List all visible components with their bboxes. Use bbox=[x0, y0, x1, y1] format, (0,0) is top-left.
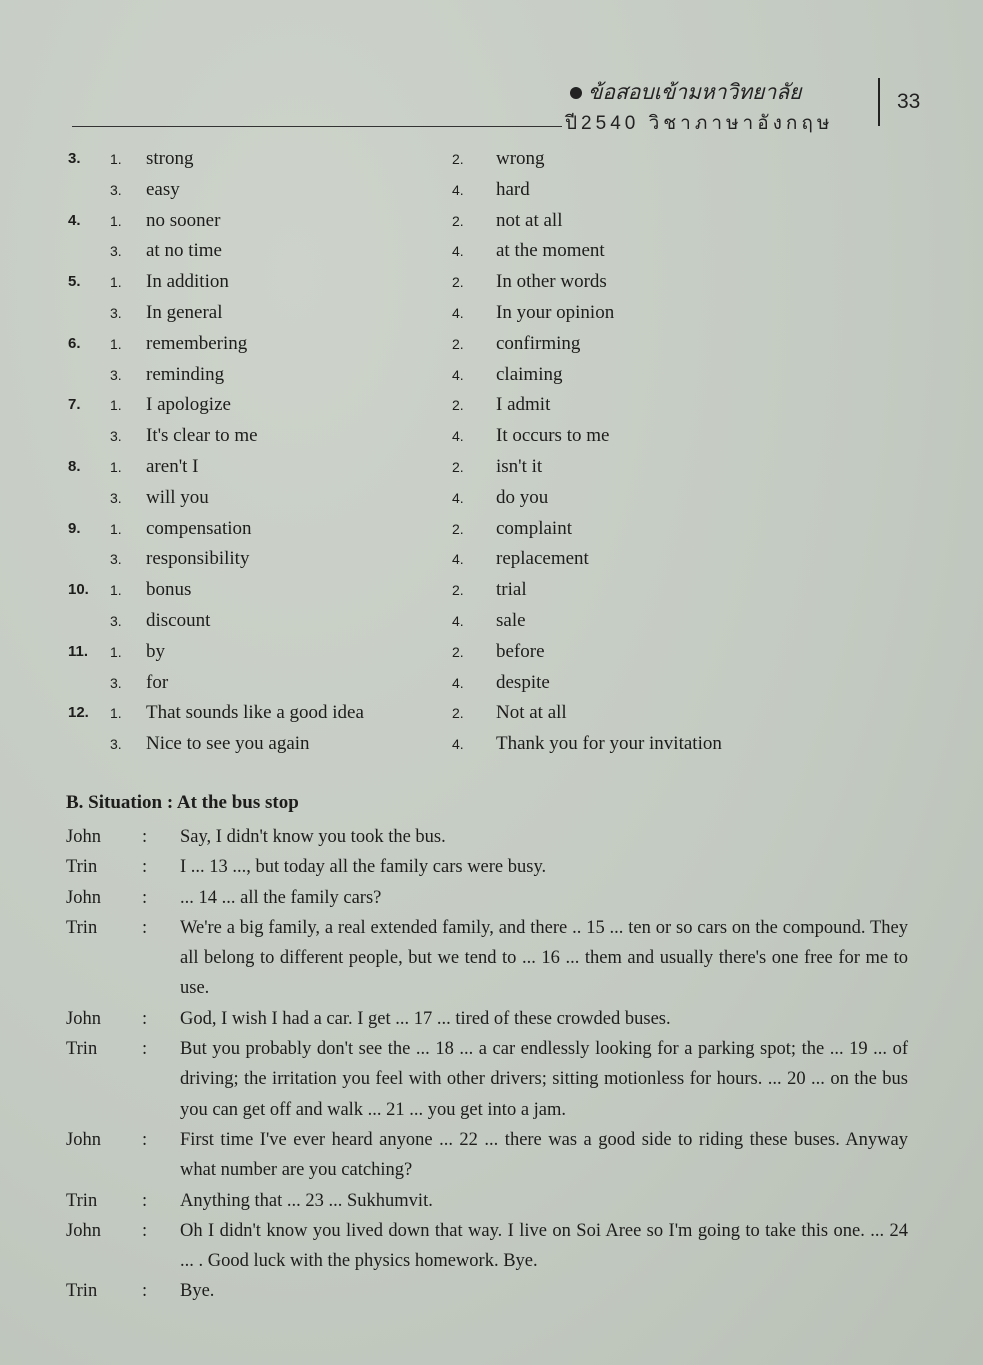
bullet-icon bbox=[570, 87, 582, 99]
option-number: 3. bbox=[110, 736, 122, 753]
option-text: confirming bbox=[496, 332, 581, 354]
dialogue-line bbox=[0, 822, 983, 852]
question-number: 6. bbox=[68, 334, 81, 352]
speech-text: ... 14 ... all the family cars? bbox=[180, 887, 382, 908]
option-number: 1. bbox=[110, 335, 122, 352]
option-text: complaint bbox=[496, 517, 572, 539]
option-number: 3. bbox=[110, 181, 122, 198]
dialogue-line bbox=[0, 1004, 983, 1034]
option-number: 3. bbox=[110, 304, 122, 321]
option-text: In general bbox=[146, 301, 223, 323]
option-text: bonus bbox=[146, 579, 192, 601]
dialogue-line bbox=[0, 1034, 983, 1125]
question-number: 11. bbox=[68, 642, 89, 660]
option-text: It's clear to me bbox=[146, 425, 258, 447]
question-option-row bbox=[0, 670, 983, 701]
option-number: 1. bbox=[110, 397, 122, 414]
option-number: 2. bbox=[452, 397, 464, 414]
question-option-row bbox=[0, 608, 983, 639]
option-text: That sounds like a good idea bbox=[146, 702, 364, 724]
option-text: remembering bbox=[146, 332, 248, 354]
question-number: 4. bbox=[68, 211, 81, 229]
option-number: 3. bbox=[110, 428, 122, 445]
speaker-name: Trin bbox=[66, 1281, 98, 1302]
option-text: despite bbox=[496, 671, 550, 693]
header-title bbox=[570, 76, 801, 109]
option-number: 3. bbox=[110, 489, 122, 506]
speaker-name: John bbox=[66, 1008, 101, 1029]
option-number: 1. bbox=[110, 274, 122, 291]
speech-text: God, I wish I had a car. I get ... 17 ... tired of these crowded buses. bbox=[180, 1008, 671, 1029]
option-number: 1. bbox=[110, 582, 122, 599]
speaker-colon: : bbox=[142, 857, 148, 878]
option-text: trial bbox=[496, 579, 527, 601]
option-number: 3. bbox=[110, 243, 122, 260]
speech-text: I ... 13 ..., but today all the family cars were busy. bbox=[180, 857, 547, 878]
option-text: sale bbox=[496, 609, 526, 631]
speech-text: Anything that ... 23 ... Sukhumvit. bbox=[180, 1190, 433, 1211]
option-text: wrong bbox=[496, 148, 545, 169]
question-option-row bbox=[0, 577, 983, 608]
dialogue-line bbox=[0, 1125, 983, 1186]
option-number: 4. bbox=[452, 304, 464, 321]
speaker-colon: : bbox=[142, 917, 148, 938]
question-option-row bbox=[0, 362, 983, 393]
speaker-colon: : bbox=[142, 827, 148, 847]
option-text: I apologize bbox=[146, 394, 231, 416]
dialogue-line bbox=[0, 1186, 983, 1216]
header-title-text: ข้อสอบเข้ามหาวิทยาลัย bbox=[588, 81, 802, 104]
option-text: not at all bbox=[496, 209, 563, 231]
option-number: 3. bbox=[110, 551, 122, 568]
question-option-row bbox=[0, 423, 983, 454]
speaker-name: Trin bbox=[66, 917, 98, 938]
question-number: 3. bbox=[68, 150, 81, 167]
option-text: In addition bbox=[146, 271, 229, 293]
option-text: before bbox=[496, 640, 545, 662]
option-text: It occurs to me bbox=[496, 425, 610, 447]
option-text: easy bbox=[146, 178, 180, 200]
option-text: replacement bbox=[496, 548, 589, 570]
option-number: 2. bbox=[452, 335, 464, 352]
question-option-row bbox=[0, 700, 983, 731]
option-number: 4. bbox=[452, 181, 464, 198]
speaker-colon: : bbox=[142, 1129, 148, 1150]
dialogue-line bbox=[0, 913, 983, 1004]
dialogue-line bbox=[0, 883, 983, 913]
question-option-row bbox=[0, 300, 983, 331]
speaker-colon: : bbox=[142, 1281, 148, 1302]
question-option-row bbox=[0, 146, 983, 177]
question-option-row bbox=[0, 731, 983, 762]
dialogue-line bbox=[0, 1276, 983, 1306]
question-number: 7. bbox=[68, 396, 81, 414]
option-number: 2. bbox=[452, 520, 464, 537]
header-subtitle: ปี2540 วิชาภาษาอังกฤษ bbox=[565, 113, 834, 134]
option-number: 2. bbox=[452, 274, 464, 291]
option-number: 4. bbox=[452, 551, 464, 568]
option-number: 2. bbox=[452, 212, 464, 229]
header-vertical-divider bbox=[878, 78, 880, 126]
option-text: In other words bbox=[496, 271, 607, 293]
question-option-row bbox=[0, 208, 983, 239]
speech-text: Oh I didn't know you lived down that way. I live on Soi Aree so I'm going to take this one. ... 24 ... . Good luck with the physics homework. Bye. bbox=[180, 1220, 908, 1272]
option-number: 4. bbox=[452, 428, 464, 445]
option-number: 4. bbox=[452, 366, 464, 383]
option-text: reminding bbox=[146, 363, 225, 385]
option-text: discount bbox=[146, 609, 211, 631]
option-number: 2. bbox=[452, 151, 464, 167]
dialogue-line bbox=[0, 1216, 983, 1277]
option-text: will you bbox=[146, 486, 209, 508]
option-number: 2. bbox=[452, 705, 464, 722]
option-number: 1. bbox=[110, 151, 122, 167]
speaker-colon: : bbox=[142, 1039, 148, 1060]
speaker-name: John bbox=[66, 827, 101, 847]
option-text: Thank you for your invitation bbox=[496, 733, 722, 755]
option-text: by bbox=[146, 640, 165, 662]
question-number: 5. bbox=[68, 273, 81, 291]
question-option-row bbox=[0, 454, 983, 485]
page-number: 33 bbox=[897, 90, 921, 113]
option-number: 3. bbox=[110, 674, 122, 691]
question-number: 10. bbox=[68, 581, 89, 599]
option-number: 3. bbox=[110, 612, 122, 629]
option-number: 1. bbox=[110, 212, 122, 229]
speaker-colon: : bbox=[142, 1008, 148, 1029]
option-text: hard bbox=[496, 178, 530, 200]
option-number: 3. bbox=[110, 366, 122, 383]
dialogue-line bbox=[0, 852, 983, 882]
speaker-name: John bbox=[66, 887, 101, 908]
question-option-row bbox=[0, 269, 983, 300]
question-number: 12. bbox=[68, 704, 89, 722]
question-option-row bbox=[0, 177, 983, 208]
speech-text: First time I've ever heard anyone ... 22 ... there was a good side to riding these buses. Anyway what number are you catching? bbox=[180, 1129, 908, 1181]
question-option-row bbox=[0, 485, 983, 516]
speech-text: Say, I didn't know you took the bus. bbox=[180, 827, 446, 847]
speaker-colon: : bbox=[142, 887, 148, 908]
option-text: aren't I bbox=[146, 455, 199, 477]
option-number: 2. bbox=[452, 582, 464, 599]
speaker-colon: : bbox=[142, 1220, 148, 1241]
speaker-name: John bbox=[66, 1220, 101, 1241]
option-number: 4. bbox=[452, 674, 464, 691]
page-header bbox=[0, 0, 983, 140]
option-number: 1. bbox=[110, 458, 122, 475]
option-number: 2. bbox=[452, 458, 464, 475]
question-option-row bbox=[0, 238, 983, 269]
option-text: isn't it bbox=[496, 455, 543, 477]
option-number: 1. bbox=[110, 520, 122, 537]
option-number: 4. bbox=[452, 243, 464, 260]
dialogue bbox=[0, 822, 983, 1307]
question-option-row bbox=[0, 392, 983, 423]
option-text: Nice to see you again bbox=[146, 733, 310, 755]
multiple-choice-list bbox=[0, 146, 983, 762]
speech-text: We're a big family, a real extended family, and there .. 15 ... ten or so cars on the compound. They all belong to different people, but we tend to ... 16 ... them and usually there's one free for me to use. bbox=[180, 917, 908, 999]
option-number: 1. bbox=[110, 705, 122, 722]
question-number: 8. bbox=[68, 457, 81, 475]
option-text: compensation bbox=[146, 517, 252, 539]
option-text: In your opinion bbox=[496, 301, 615, 323]
option-text: strong bbox=[146, 148, 194, 169]
option-text: at no time bbox=[146, 240, 222, 262]
option-number: 4. bbox=[452, 736, 464, 753]
option-text: Not at all bbox=[496, 702, 567, 724]
speaker-name: Trin bbox=[66, 857, 98, 878]
speaker-name: Trin bbox=[66, 1039, 98, 1060]
question-option-row bbox=[0, 546, 983, 577]
option-number: 1. bbox=[110, 643, 122, 660]
option-number: 4. bbox=[452, 489, 464, 506]
question-option-row bbox=[0, 516, 983, 547]
option-text: I admit bbox=[496, 394, 551, 416]
option-text: at the moment bbox=[496, 240, 605, 262]
speech-text: Bye. bbox=[180, 1281, 215, 1302]
speaker-name: Trin bbox=[66, 1190, 98, 1211]
option-text: responsibility bbox=[146, 548, 250, 570]
section-title: B. Situation : At the bus stop bbox=[66, 792, 299, 813]
question-option-row bbox=[0, 331, 983, 362]
question-option-row bbox=[0, 639, 983, 670]
option-text: for bbox=[146, 671, 169, 693]
speaker-colon: : bbox=[142, 1190, 148, 1211]
option-number: 4. bbox=[452, 612, 464, 629]
option-text: no sooner bbox=[146, 209, 221, 231]
option-number: 2. bbox=[452, 643, 464, 660]
option-text: claiming bbox=[496, 363, 563, 385]
speaker-name: John bbox=[66, 1129, 101, 1150]
option-text: do you bbox=[496, 486, 549, 508]
speech-text: But you probably don't see the ... 18 ... a car endlessly looking for a parking spot; the ... 19 ... of driving; the irritation you feel with other drivers; sitting motionless for hours. ... 20 ... on the bus you can get off and walk ... 21 ... you get into a jam. bbox=[180, 1039, 908, 1120]
header-divider bbox=[72, 126, 562, 127]
question-number: 9. bbox=[68, 519, 81, 537]
